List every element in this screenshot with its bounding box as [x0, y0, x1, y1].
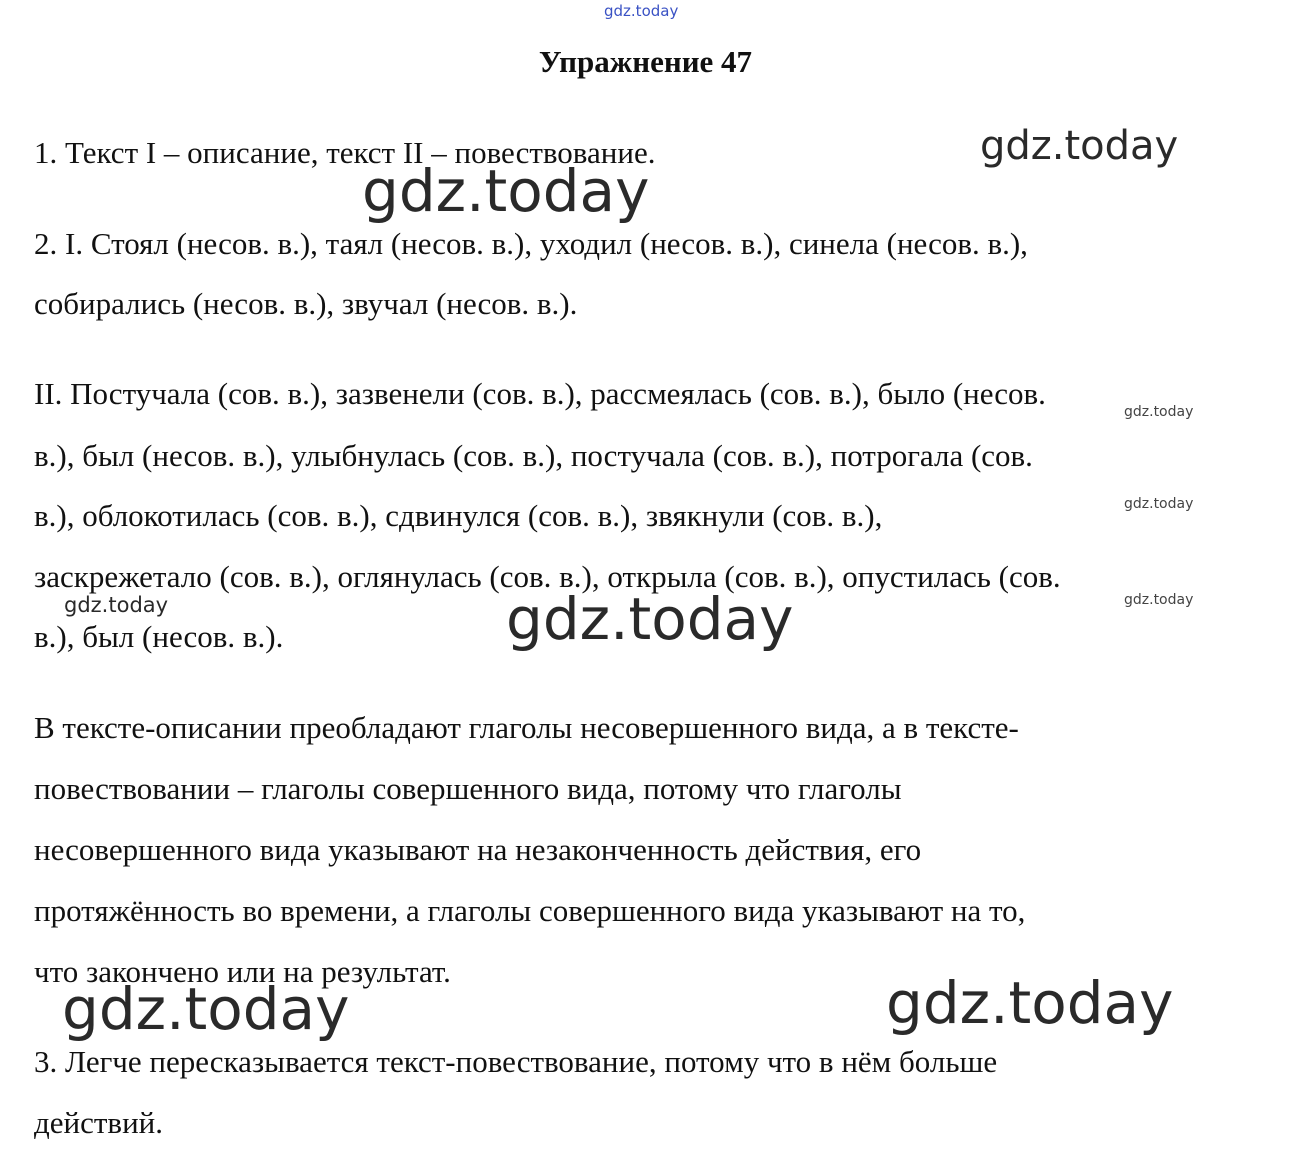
answer-3-line-2: действий. — [34, 1105, 163, 1140]
answer-2-part-2-line-2: в.), был (несов. в.), улыбнулась (сов. в.), постучала (сов. в.), потрогала (сов. — [34, 438, 1033, 473]
watermark-large: gdz.today — [886, 969, 1174, 1037]
answer-1-line: 1. Текст I – описание, текст II – повествование. — [34, 135, 656, 170]
explanation-line-2: повествовании – глаголы совершенного вида, потому что глаголы — [34, 771, 902, 806]
watermark-large: gdz.today — [362, 157, 650, 225]
watermark-small: gdz.today — [64, 593, 169, 617]
answer-2-part-2-line-3: в.), облокотилась (сов. в.), сдвинулся (сов. в.), звякнули (сов. в.), — [34, 498, 883, 533]
explanation-line-3: несовершенного вида указывают на незаконченность действия, его — [34, 832, 922, 867]
explanation-line-4: протяжённость во времени, а глаголы совершенного вида указывают на то, — [34, 893, 1026, 928]
answer-2-part-1-line-2: собирались (несов. в.), звучал (несов. в.). — [34, 286, 578, 321]
watermark-top: gdz.today — [604, 2, 679, 20]
watermark-tiny: gdz.today — [1124, 592, 1194, 608]
explanation-line-1: В тексте-описании преобладают глаголы несовершенного вида, а в тексте- — [34, 710, 1019, 745]
watermark-large: gdz.today — [506, 585, 794, 653]
watermark-medium: gdz.today — [980, 123, 1179, 169]
watermark-tiny: gdz.today — [1124, 496, 1194, 512]
answer-2-part-1-line-1: 2. I. Стоял (несов. в.), таял (несов. в.), уходил (несов. в.), синела (несов. в.), — [34, 226, 1028, 261]
answer-2-part-2-line-4: заскрежетало (сов. в.), оглянулась (сов. в.), открыла (сов. в.), опустилась (сов. — [34, 559, 1061, 594]
page-title: Упражнение 47 — [538, 44, 753, 79]
watermark-tiny: gdz.today — [1124, 404, 1194, 420]
explanation-line-5: что закончено или на результат. — [34, 954, 451, 989]
watermark-large: gdz.today — [62, 975, 350, 1043]
answer-2-part-2-line-5: в.), был (несов. в.). — [34, 619, 284, 654]
answer-2-part-2-line-1: II. Постучала (сов. в.), зазвенели (сов. в.), рассмеялась (сов. в.), было (несов. — [34, 376, 1046, 411]
answer-3-line-1: 3. Легче пересказывается текст-повествование, потому что в нём больше — [34, 1044, 998, 1079]
